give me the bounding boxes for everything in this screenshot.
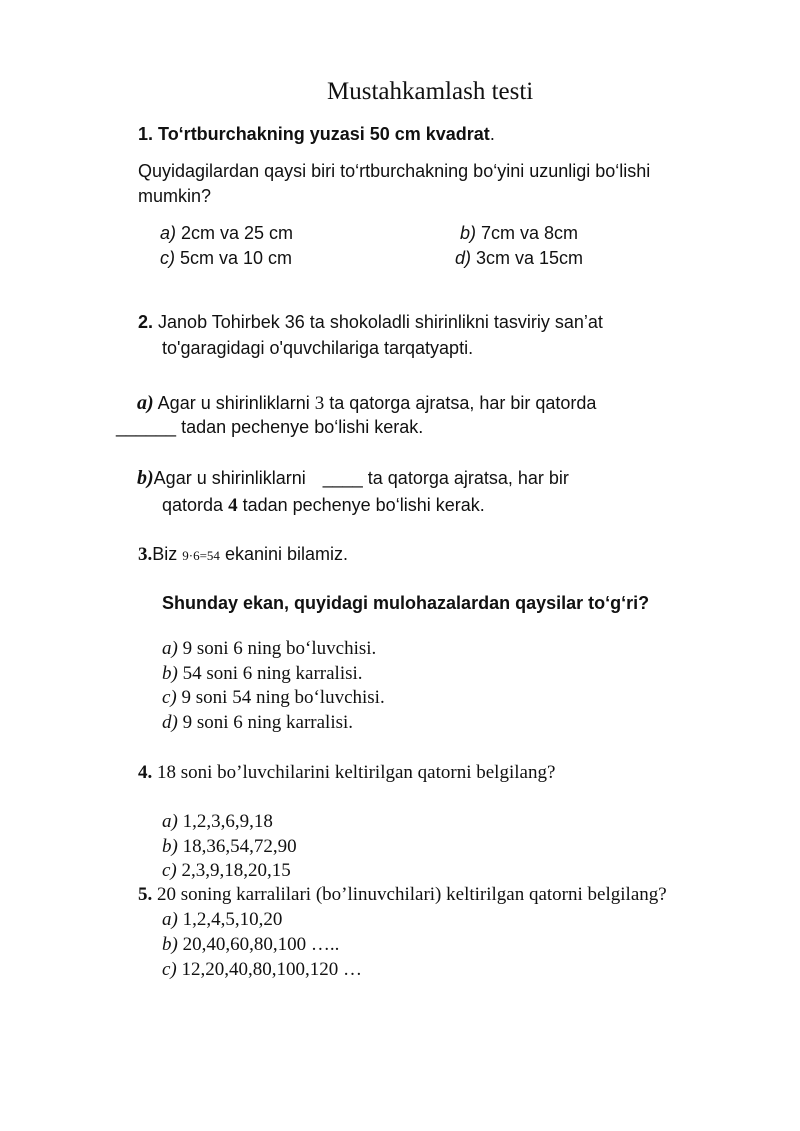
question-3-line1 bbox=[138, 544, 348, 566]
option-letter: a) bbox=[162, 638, 178, 659]
option-text: 3cm va 15cm bbox=[471, 248, 584, 268]
option-1b bbox=[460, 223, 578, 244]
option-text: 2cm va 25 cm bbox=[176, 223, 294, 243]
option-1d bbox=[455, 248, 583, 269]
option-text: 12,20,40,80,100,120 … bbox=[176, 959, 363, 980]
question-2-text: Janob Tohirbek 36 ta shokoladli shirinlikni tasviriy san’at bbox=[158, 312, 603, 332]
option-4a bbox=[162, 811, 273, 833]
question-5 bbox=[138, 884, 667, 906]
option-3d bbox=[162, 712, 353, 734]
page-title: Mustahkamlash testi bbox=[327, 78, 534, 105]
option-letter: c) bbox=[160, 248, 175, 268]
answer-blank: ______ bbox=[116, 417, 177, 437]
question-number: 1. bbox=[138, 124, 154, 144]
option-3c bbox=[162, 687, 385, 709]
option-letter: c) bbox=[162, 687, 177, 708]
option-1a bbox=[160, 223, 293, 244]
question-2b-line2 bbox=[162, 495, 485, 517]
option-text: 5cm va 10 cm bbox=[175, 248, 293, 268]
question-number: 4. bbox=[138, 762, 153, 783]
option-letter: b) bbox=[162, 663, 178, 684]
option-text: 9 soni 6 ning karralisi. bbox=[177, 712, 354, 733]
option-text: 1,2,3,6,9,18 bbox=[177, 811, 273, 832]
option-letter: b) bbox=[460, 223, 477, 243]
option-text: 2,3,9,18,20,15 bbox=[176, 860, 291, 881]
question-2a-number: 3 bbox=[314, 393, 325, 414]
question-2b-line2-text: qatorda bbox=[162, 495, 229, 515]
question-1-text-line1: Quyidagilardan qaysi biri to‘rtburchakning bo‘yini uzunligi bo‘lishi bbox=[138, 161, 651, 181]
sub-question-letter: a) bbox=[137, 392, 154, 414]
option-letter: b) bbox=[162, 934, 178, 955]
option-text: 7cm va 8cm bbox=[476, 223, 579, 243]
question-1-text-line2: mumkin? bbox=[138, 186, 212, 206]
option-5b bbox=[162, 934, 339, 956]
question-4-text: 18 soni bo’luvchilarini keltirilgan qatorni belgilang? bbox=[152, 762, 556, 783]
option-text: 20,40,60,80,100 ….. bbox=[177, 934, 340, 955]
question-2-line1 bbox=[138, 312, 603, 333]
option-letter: a) bbox=[162, 909, 178, 930]
option-3a bbox=[162, 638, 376, 660]
option-1c bbox=[160, 248, 292, 269]
question-4 bbox=[138, 762, 555, 784]
option-letter: a) bbox=[162, 811, 178, 832]
option-letter: a) bbox=[160, 223, 177, 243]
option-text: 54 soni 6 ning karralisi. bbox=[177, 663, 363, 684]
option-text: 9 soni 54 ning bo‘luvchisi. bbox=[176, 687, 385, 708]
question-2b-text-end: ta qatorga ajratsa, har bir bbox=[362, 468, 569, 488]
answer-blank: ____ bbox=[322, 468, 363, 488]
option-letter: d) bbox=[455, 248, 472, 268]
sub-question-letter: b) bbox=[137, 467, 154, 489]
question-2b-line2-end: tadan pechenye bo‘lishi kerak. bbox=[237, 495, 485, 515]
option-letter: d) bbox=[162, 712, 178, 733]
question-2-line2: to'garagidagi o'quvchilariga tarqatyapti. bbox=[162, 338, 474, 358]
option-letter: c) bbox=[162, 860, 177, 881]
option-text: 9 soni 6 ning bo‘luvchisi. bbox=[177, 638, 377, 659]
question-2a-text: Agar u shirinliklarni bbox=[153, 393, 315, 413]
option-letter: c) bbox=[162, 959, 177, 980]
question-2b-number: 4 bbox=[228, 495, 238, 516]
question-2a-line2 bbox=[116, 417, 423, 438]
question-number: 5. bbox=[138, 884, 153, 905]
question-1-title-end: . bbox=[489, 124, 495, 144]
option-5c bbox=[162, 959, 362, 981]
question-number: 3. bbox=[138, 544, 153, 565]
question-5-text: 20 soning karralilari (bo’linuvchilari) keltirilgan qatorni belgilang? bbox=[152, 884, 667, 905]
question-2a-text-end: ta qatorga ajratsa, har bir qatorda bbox=[324, 393, 597, 413]
question-1-heading bbox=[138, 124, 495, 145]
question-2a-line2-text: tadan pechenye bo‘lishi kerak. bbox=[176, 417, 424, 437]
question-3-intro-end: ekanini bilamiz. bbox=[219, 544, 348, 564]
question-3-intro: Biz bbox=[152, 544, 183, 564]
option-5a bbox=[162, 909, 282, 931]
question-1-title: To‘rtburchakning yuzasi 50 cm kvadrat bbox=[158, 124, 490, 144]
question-number: 2. bbox=[138, 312, 154, 332]
option-text: 18,36,54,72,90 bbox=[177, 836, 297, 857]
option-letter: b) bbox=[162, 836, 178, 857]
option-text: 1,2,4,5,10,20 bbox=[177, 909, 283, 930]
option-4b bbox=[162, 836, 297, 858]
question-3-question: Shunday ekan, quyidagi mulohazalardan qaysilar to‘g‘ri? bbox=[162, 593, 650, 613]
question-2b-line1 bbox=[137, 467, 569, 490]
formula: 9·6=54 bbox=[182, 548, 220, 563]
question-2a-line1 bbox=[137, 392, 596, 415]
question-2b-text: Agar u shirinliklarni bbox=[153, 468, 311, 488]
option-3b bbox=[162, 663, 363, 685]
option-4c bbox=[162, 860, 291, 882]
